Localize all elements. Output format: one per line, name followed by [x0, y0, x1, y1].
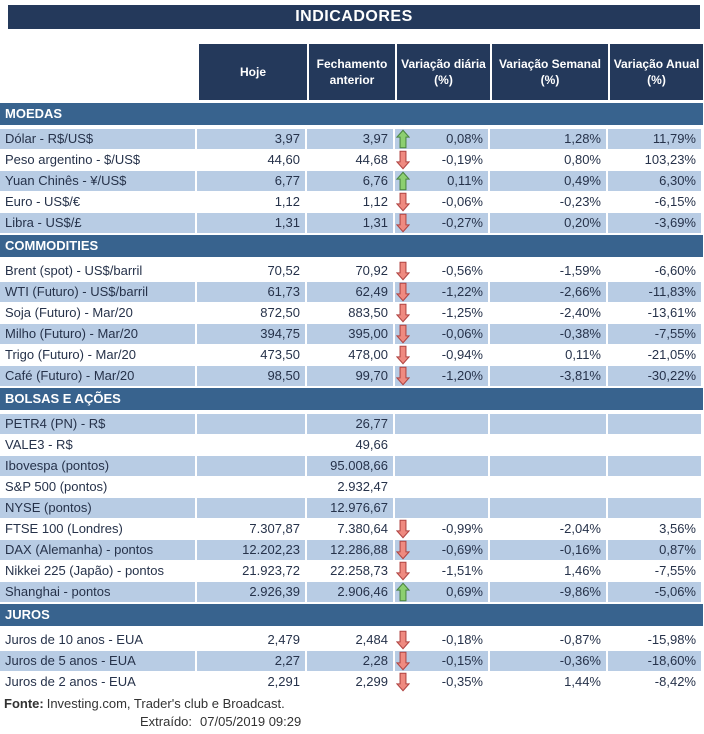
table-row: [0, 456, 703, 477]
table-row: [0, 435, 703, 456]
header-empty-cell: [0, 44, 197, 100]
variacao-semanal-cell: [490, 456, 608, 477]
hoje-value-cell: 21.923,72: [197, 561, 307, 582]
hoje-value-cell: 3,97: [197, 129, 307, 150]
fechamento-anterior-cell: 62,49: [307, 282, 395, 303]
variacao-diaria-cell: [395, 414, 490, 435]
hoje-value-cell: 473,50: [197, 345, 307, 366]
fechamento-anterior-cell: 2.932,47: [307, 477, 395, 498]
table-row: [0, 519, 703, 540]
table-section: [0, 234, 703, 387]
fechamento-anterior-cell: 1,31: [307, 213, 395, 234]
fechamento-anterior-cell: 2,28: [307, 651, 395, 672]
up-arrow-icon: [396, 172, 410, 191]
hoje-value-cell: 872,50: [197, 303, 307, 324]
variacao-diaria-cell: -0,99%: [395, 519, 490, 540]
table-row: [0, 630, 703, 651]
table-row: [0, 477, 703, 498]
section-rows: [0, 129, 703, 234]
row-label-cell: S&P 500 (pontos): [0, 477, 197, 498]
table-row: [0, 672, 703, 693]
variacao-diaria-cell: -1,25%: [395, 303, 490, 324]
variacao-diaria-cell: -0,56%: [395, 261, 490, 282]
extracted-label: Extraído:: [140, 714, 193, 729]
variacao-diaria-cell: [395, 435, 490, 456]
table-body: [0, 102, 703, 693]
table-row: [0, 366, 703, 387]
table-row: [0, 651, 703, 672]
row-label-cell: DAX (Alemanha) - pontos: [0, 540, 197, 561]
variacao-semanal-cell: -0,87%: [490, 630, 608, 651]
variacao-anual-cell: [608, 477, 703, 498]
hoje-value-cell: 2,27: [197, 651, 307, 672]
variacao-diaria-cell: -0,18%: [395, 630, 490, 651]
table-row: [0, 192, 703, 213]
header-fechamento-anterior: Fechamento anterior: [307, 44, 395, 100]
hoje-value-cell: 12.202,23: [197, 540, 307, 561]
variacao-semanal-cell: -3,81%: [490, 366, 608, 387]
variacao-anual-cell: -11,83%: [608, 282, 703, 303]
hoje-value-cell: 1,31: [197, 213, 307, 234]
variacao-semanal-cell: 1,44%: [490, 672, 608, 693]
fechamento-anterior-cell: 12.286,88: [307, 540, 395, 561]
variacao-diaria-cell: -0,15%: [395, 651, 490, 672]
hoje-value-cell: 2.926,39: [197, 582, 307, 603]
variacao-semanal-cell: 0,49%: [490, 171, 608, 192]
fechamento-anterior-cell: 3,97: [307, 129, 395, 150]
fechamento-anterior-cell: 2,484: [307, 630, 395, 651]
hoje-value-cell: [197, 414, 307, 435]
row-label-cell: VALE3 - R$: [0, 435, 197, 456]
section-rows: [0, 630, 703, 693]
variacao-anual-cell: -30,22%: [608, 366, 703, 387]
table-row: [0, 129, 703, 150]
table-row: [0, 261, 703, 282]
table-row: [0, 171, 703, 192]
page-title: INDICADORES: [8, 5, 700, 29]
down-arrow-icon: [396, 346, 410, 365]
variacao-diaria-cell: -1,22%: [395, 282, 490, 303]
variacao-diaria-cell: [395, 477, 490, 498]
table-row: [0, 561, 703, 582]
down-arrow-icon: [396, 367, 410, 386]
table-section: [0, 387, 703, 603]
row-label-cell: Euro - US$/€: [0, 192, 197, 213]
fechamento-anterior-cell: 2.906,46: [307, 582, 395, 603]
up-arrow-icon: [396, 130, 410, 149]
variacao-semanal-cell: -9,86%: [490, 582, 608, 603]
table-row: [0, 582, 703, 603]
variacao-diaria-cell: -0,19%: [395, 150, 490, 171]
indicators-table: [0, 44, 703, 693]
fechamento-anterior-cell: 44,68: [307, 150, 395, 171]
section-header: BOLSAS E AÇÕES: [0, 387, 703, 414]
fechamento-anterior-cell: 99,70: [307, 366, 395, 387]
source-label: Fonte:: [4, 696, 44, 711]
table-row: [0, 213, 703, 234]
row-label-cell: Milho (Futuro) - Mar/20: [0, 324, 197, 345]
variacao-semanal-cell: -2,04%: [490, 519, 608, 540]
header-hoje: Hoje: [197, 44, 307, 100]
variacao-anual-cell: 6,30%: [608, 171, 703, 192]
table-row: [0, 345, 703, 366]
section-rows: [0, 261, 703, 387]
variacao-anual-cell: -7,55%: [608, 324, 703, 345]
variacao-diaria-cell: -0,06%: [395, 324, 490, 345]
row-label-cell: FTSE 100 (Londres): [0, 519, 197, 540]
down-arrow-icon: [396, 283, 410, 302]
variacao-semanal-cell: [490, 477, 608, 498]
down-arrow-icon: [396, 262, 410, 281]
variacao-semanal-cell: -2,66%: [490, 282, 608, 303]
variacao-anual-cell: -18,60%: [608, 651, 703, 672]
variacao-semanal-cell: [490, 435, 608, 456]
down-arrow-icon: [396, 673, 410, 692]
variacao-semanal-cell: -0,16%: [490, 540, 608, 561]
variacao-diaria-cell: -0,35%: [395, 672, 490, 693]
hoje-value-cell: 394,75: [197, 324, 307, 345]
table-row: [0, 540, 703, 561]
hoje-value-cell: 44,60: [197, 150, 307, 171]
table-section: [0, 603, 703, 693]
variacao-anual-cell: -13,61%: [608, 303, 703, 324]
variacao-semanal-cell: 0,80%: [490, 150, 608, 171]
variacao-anual-cell: -8,42%: [608, 672, 703, 693]
fechamento-anterior-cell: 22.258,73: [307, 561, 395, 582]
variacao-semanal-cell: -1,59%: [490, 261, 608, 282]
row-label-cell: Dólar - R$/US$: [0, 129, 197, 150]
row-label-cell: Libra - US$/£: [0, 213, 197, 234]
variacao-anual-cell: 103,23%: [608, 150, 703, 171]
row-label-cell: PETR4 (PN) - R$: [0, 414, 197, 435]
variacao-semanal-cell: -0,38%: [490, 324, 608, 345]
table-row: [0, 498, 703, 519]
variacao-anual-cell: -6,15%: [608, 192, 703, 213]
variacao-diaria-cell: [395, 456, 490, 477]
hoje-value-cell: [197, 435, 307, 456]
variacao-semanal-cell: 0,20%: [490, 213, 608, 234]
variacao-semanal-cell: -2,40%: [490, 303, 608, 324]
section-header: COMMODITIES: [0, 234, 703, 261]
variacao-anual-cell: [608, 456, 703, 477]
variacao-diaria-cell: -0,94%: [395, 345, 490, 366]
row-label-cell: Juros de 10 anos - EUA: [0, 630, 197, 651]
variacao-anual-cell: -15,98%: [608, 630, 703, 651]
row-label-cell: Yuan Chinês - ¥/US$: [0, 171, 197, 192]
source-text: Investing.com, Trader's club e Broadcast.: [46, 696, 285, 711]
row-label-cell: Ibovespa (pontos): [0, 456, 197, 477]
down-arrow-icon: [396, 325, 410, 344]
variacao-anual-cell: [608, 414, 703, 435]
footer: [0, 695, 704, 731]
row-label-cell: Shanghai - pontos: [0, 582, 197, 603]
table-row: [0, 303, 703, 324]
variacao-diaria-cell: -1,20%: [395, 366, 490, 387]
variacao-diaria-cell: [395, 498, 490, 519]
variacao-diaria-cell: 0,69%: [395, 582, 490, 603]
fechamento-anterior-cell: 2,299: [307, 672, 395, 693]
fechamento-anterior-cell: 12.976,67: [307, 498, 395, 519]
variacao-anual-cell: -6,60%: [608, 261, 703, 282]
variacao-diaria-cell: -0,06%: [395, 192, 490, 213]
variacao-semanal-cell: -0,36%: [490, 651, 608, 672]
variacao-diaria-cell: -0,69%: [395, 540, 490, 561]
fechamento-anterior-cell: 1,12: [307, 192, 395, 213]
row-label-cell: Peso argentino - $/US$: [0, 150, 197, 171]
variacao-anual-cell: 3,56%: [608, 519, 703, 540]
table-row: [0, 150, 703, 171]
variacao-anual-cell: -5,06%: [608, 582, 703, 603]
row-label-cell: Café (Futuro) - Mar/20: [0, 366, 197, 387]
column-header-row: [0, 44, 703, 100]
variacao-anual-cell: [608, 498, 703, 519]
hoje-value-cell: [197, 498, 307, 519]
extracted-line: [140, 713, 704, 731]
fechamento-anterior-cell: 7.380,64: [307, 519, 395, 540]
variacao-semanal-cell: [490, 414, 608, 435]
fechamento-anterior-cell: 26,77: [307, 414, 395, 435]
variacao-diaria-cell: -1,51%: [395, 561, 490, 582]
hoje-value-cell: 6,77: [197, 171, 307, 192]
section-header: MOEDAS: [0, 102, 703, 129]
table-row: [0, 414, 703, 435]
header-variacao-anual: Variação Anual (%): [608, 44, 703, 100]
down-arrow-icon: [396, 541, 410, 560]
hoje-value-cell: 2,479: [197, 630, 307, 651]
hoje-value-cell: [197, 456, 307, 477]
variacao-semanal-cell: 0,11%: [490, 345, 608, 366]
down-arrow-icon: [396, 193, 410, 212]
section-rows: [0, 414, 703, 603]
header-variacao-diaria: Variação diária (%): [395, 44, 490, 100]
variacao-anual-cell: -7,55%: [608, 561, 703, 582]
row-label-cell: Trigo (Futuro) - Mar/20: [0, 345, 197, 366]
down-arrow-icon: [396, 304, 410, 323]
row-label-cell: Juros de 5 anos - EUA: [0, 651, 197, 672]
hoje-value-cell: 70,52: [197, 261, 307, 282]
variacao-diaria-cell: 0,11%: [395, 171, 490, 192]
hoje-value-cell: [197, 477, 307, 498]
hoje-value-cell: 61,73: [197, 282, 307, 303]
fechamento-anterior-cell: 49,66: [307, 435, 395, 456]
table-row: [0, 324, 703, 345]
hoje-value-cell: 1,12: [197, 192, 307, 213]
extracted-timestamp: 07/05/2019 09:29: [200, 714, 302, 729]
fechamento-anterior-cell: 95.008,66: [307, 456, 395, 477]
row-label-cell: Juros de 2 anos - EUA: [0, 672, 197, 693]
down-arrow-icon: [396, 151, 410, 170]
down-arrow-icon: [396, 562, 410, 581]
hoje-value-cell: 7.307,87: [197, 519, 307, 540]
down-arrow-icon: [396, 631, 410, 650]
fechamento-anterior-cell: 70,92: [307, 261, 395, 282]
table-row: [0, 282, 703, 303]
variacao-semanal-cell: 1,28%: [490, 129, 608, 150]
fechamento-anterior-cell: 478,00: [307, 345, 395, 366]
variacao-anual-cell: 0,87%: [608, 540, 703, 561]
section-header: JUROS: [0, 603, 703, 630]
variacao-anual-cell: 11,79%: [608, 129, 703, 150]
row-label-cell: Brent (spot) - US$/barril: [0, 261, 197, 282]
variacao-semanal-cell: 1,46%: [490, 561, 608, 582]
row-label-cell: Nikkei 225 (Japão) - pontos: [0, 561, 197, 582]
variacao-diaria-cell: -0,27%: [395, 213, 490, 234]
variacao-diaria-cell: 0,08%: [395, 129, 490, 150]
fechamento-anterior-cell: 6,76: [307, 171, 395, 192]
variacao-anual-cell: [608, 435, 703, 456]
down-arrow-icon: [396, 214, 410, 233]
down-arrow-icon: [396, 652, 410, 671]
variacao-semanal-cell: [490, 498, 608, 519]
hoje-value-cell: 98,50: [197, 366, 307, 387]
variacao-anual-cell: -3,69%: [608, 213, 703, 234]
hoje-value-cell: 2,291: [197, 672, 307, 693]
down-arrow-icon: [396, 520, 410, 539]
up-arrow-icon: [396, 583, 410, 602]
fechamento-anterior-cell: 883,50: [307, 303, 395, 324]
fechamento-anterior-cell: 395,00: [307, 324, 395, 345]
header-variacao-semanal: Variação Semanal (%): [490, 44, 608, 100]
variacao-anual-cell: -21,05%: [608, 345, 703, 366]
variacao-semanal-cell: -0,23%: [490, 192, 608, 213]
row-label-cell: NYSE (pontos): [0, 498, 197, 519]
table-section: [0, 102, 703, 234]
source-line: [0, 695, 704, 713]
row-label-cell: WTI (Futuro) - US$/barril: [0, 282, 197, 303]
row-label-cell: Soja (Futuro) - Mar/20: [0, 303, 197, 324]
